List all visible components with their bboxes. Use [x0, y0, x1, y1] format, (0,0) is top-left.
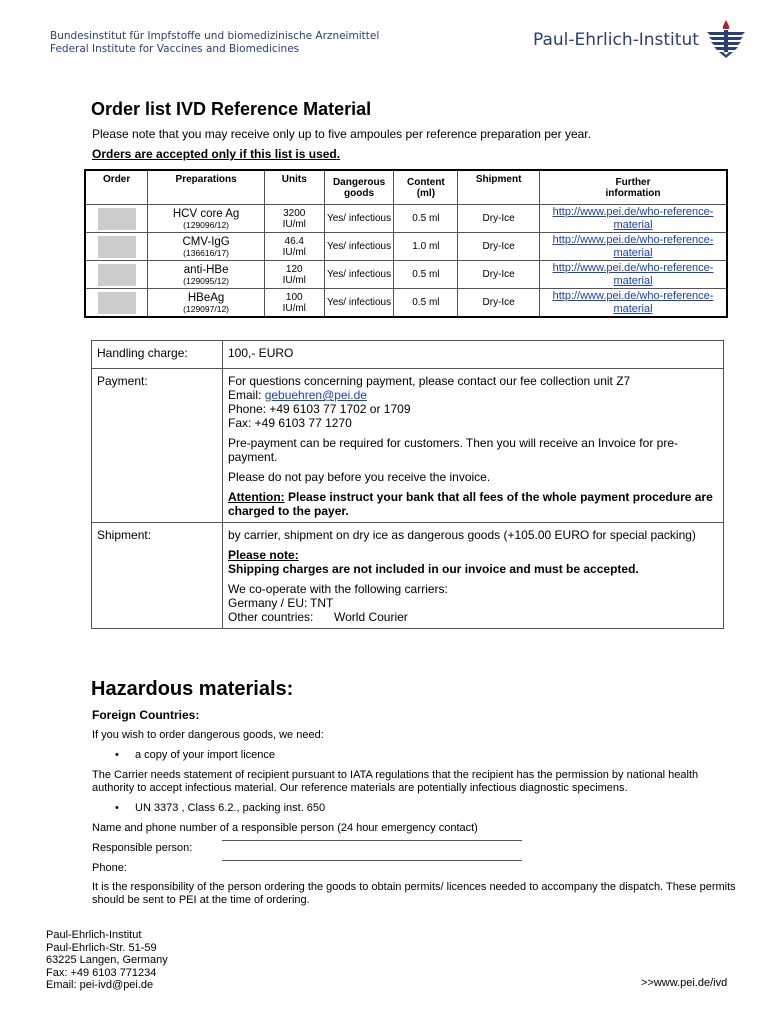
preparation-cell: HBeAg (129097/12) — [148, 289, 265, 318]
further-info-link[interactable]: http://www.pei.de/who-reference- material — [540, 205, 728, 233]
order-cell[interactable] — [85, 261, 148, 289]
units-cell: 120 IU/ml — [264, 261, 324, 289]
ampoule-limit-note: Please note that you may receive only up to five ampoules per reference preparation per year. — [92, 127, 591, 141]
content-cell: 0.5 ml — [394, 205, 458, 233]
hazardous-materials-title: Hazardous materials: — [91, 678, 294, 700]
handling-charge-value: 100,- EURO — [223, 341, 724, 369]
footer-address: Paul-Ehrlich-Institut Paul-Ehrlich-Str. 51-59 63225 Langen, Germany Fax: +49 6103 771234 Email: pei-ivd@pei.de — [46, 929, 168, 991]
order-checkbox[interactable] — [98, 292, 136, 314]
payment-row — [92, 369, 724, 523]
attention-text: Attention: Please instruct your bank that all fees of the whole payment procedure are charged to the payer. — [228, 490, 713, 518]
shipment-cell: Dry-Ice — [458, 205, 540, 233]
payment-fax: Fax: +49 6103 77 1270 — [228, 416, 352, 430]
payment-details — [223, 369, 724, 523]
list-item: • UN 3373 , Class 6.2., packing inst. 650 — [115, 802, 326, 814]
orders-accepted-notice: Orders are accepted only if this list is used. — [92, 147, 341, 161]
preparation-cell: HCV core Ag (129096/12) — [148, 205, 265, 233]
foreign-countries-subtitle: Foreign Countries: — [92, 708, 200, 722]
order-list-table — [84, 169, 728, 318]
contact-person-text: Name and phone number of a responsible person (24 hour emergency contact) — [92, 822, 478, 834]
prepayment-text: Pre-payment can be required for customers. Then you will receive an Invoice for pre-payment. — [228, 436, 678, 464]
header-dangerous-goods: Dangerous goods — [324, 170, 394, 205]
order-checkbox[interactable] — [98, 264, 136, 286]
shipment-text: by carrier, shipment on dry ice as dangerous goods (+105.00 EURO for special packing) — [228, 528, 696, 542]
handling-charge-label: Handling charge: — [92, 341, 223, 369]
handling-charge-row — [92, 341, 724, 369]
phone-label: Phone: — [92, 862, 127, 874]
institute-name-german: Bundesinstitut für Impfstoffe und biomedizinische Arzneimittel — [50, 30, 380, 42]
payment-shipment-info-table — [91, 340, 724, 629]
bullet-icon: • — [115, 749, 119, 761]
preparation-cell: anti-HBe (129095/12) — [148, 261, 265, 289]
order-checkbox[interactable] — [98, 208, 136, 230]
do-not-pay-text: Please do not pay before you receive the invoice. — [228, 470, 491, 484]
responsible-person-label: Responsible person: — [92, 842, 193, 854]
list-item: • a copy of your import licence — [115, 749, 276, 761]
header-order: Order — [85, 170, 148, 205]
further-info-link[interactable]: http://www.pei.de/who-reference- material — [540, 233, 728, 261]
preparation-cell: CMV-IgG (136616/17) — [148, 233, 265, 261]
shipment-cell: Dry-Ice — [458, 233, 540, 261]
page-title: Order list IVD Reference Material — [91, 99, 372, 119]
header-content: Content (ml) — [394, 170, 458, 205]
shipment-row — [92, 523, 724, 629]
payment-phone: Phone: +49 6103 77 1702 or 1709 — [228, 402, 411, 416]
responsibility-text: It is the responsibility of the person ordering the goods to obtain permits/ licences needed to accompany the dispatch. These permits should be sent to PEI at the time of ordering. — [92, 881, 736, 906]
header-further-information: Further information — [540, 170, 728, 205]
units-cell: 46.4 IU/ml — [264, 233, 324, 261]
order-cell[interactable] — [85, 233, 148, 261]
brand-name: Paul-Ehrlich-Institut — [533, 30, 699, 50]
footer-website-link[interactable]: >>www.pei.de/ivd — [641, 977, 728, 989]
payment-email-label: Email: — [228, 388, 265, 402]
carrier-statement-text: The Carrier needs statement of recipient pursuant to IATA regulations that the recipient has the permission by national health authority to accept infectious material. Our reference materials are potentially infectious diagnostic specimens. — [92, 769, 699, 794]
header-shipment: Shipment — [458, 170, 540, 205]
table-row — [85, 205, 727, 233]
table-row — [85, 261, 727, 289]
content-cell: 1.0 ml — [394, 233, 458, 261]
dangerous-goods-cell: Yes/ infectious — [324, 205, 394, 233]
bullet-icon: • — [115, 802, 119, 814]
carriers-text: We co-operate with the following carriers: Germany / EU: TNT Other countries: World Courier — [228, 582, 448, 624]
payment-label: Payment: — [92, 369, 223, 523]
further-info-link[interactable]: http://www.pei.de/who-reference- material — [540, 261, 728, 289]
header-preparations: Preparations — [148, 170, 265, 205]
payment-contact-text: For questions concerning payment, please contact our fee collection unit Z7 — [228, 374, 631, 388]
units-cell: 3200 IU/ml — [264, 205, 324, 233]
please-note-text: Please note: Shipping charges are not included in our invoice and must be accepted. — [228, 548, 639, 576]
content-cell: 0.5 ml — [394, 261, 458, 289]
order-cell[interactable] — [85, 289, 148, 318]
shipment-cell: Dry-Ice — [458, 289, 540, 318]
dangerous-goods-cell: Yes/ infectious — [324, 261, 394, 289]
shipment-details — [223, 523, 724, 629]
phone-field[interactable] — [222, 860, 522, 861]
table-header-row — [85, 170, 727, 205]
dangerous-goods-cell: Yes/ infectious — [324, 289, 394, 318]
order-cell[interactable] — [85, 205, 148, 233]
shipment-cell: Dry-Ice — [458, 261, 540, 289]
shipment-label: Shipment: — [92, 523, 223, 629]
further-info-link[interactable]: http://www.pei.de/who-reference- material — [540, 289, 728, 318]
header-units: Units — [264, 170, 324, 205]
pei-eagle-logo-icon — [705, 18, 747, 60]
dangerous-goods-intro: If you wish to order dangerous goods, we need: — [92, 729, 324, 741]
payment-email-link[interactable]: gebuehren@pei.de — [264, 388, 367, 402]
content-cell: 0.5 ml — [394, 289, 458, 318]
table-row — [85, 289, 727, 318]
units-cell: 100 IU/ml — [264, 289, 324, 318]
institute-name-english: Federal Institute for Vaccines and Biomedicines — [50, 43, 300, 55]
order-checkbox[interactable] — [98, 236, 136, 258]
dangerous-goods-cell: Yes/ infectious — [324, 233, 394, 261]
table-row — [85, 233, 727, 261]
responsible-person-field[interactable] — [222, 840, 522, 841]
